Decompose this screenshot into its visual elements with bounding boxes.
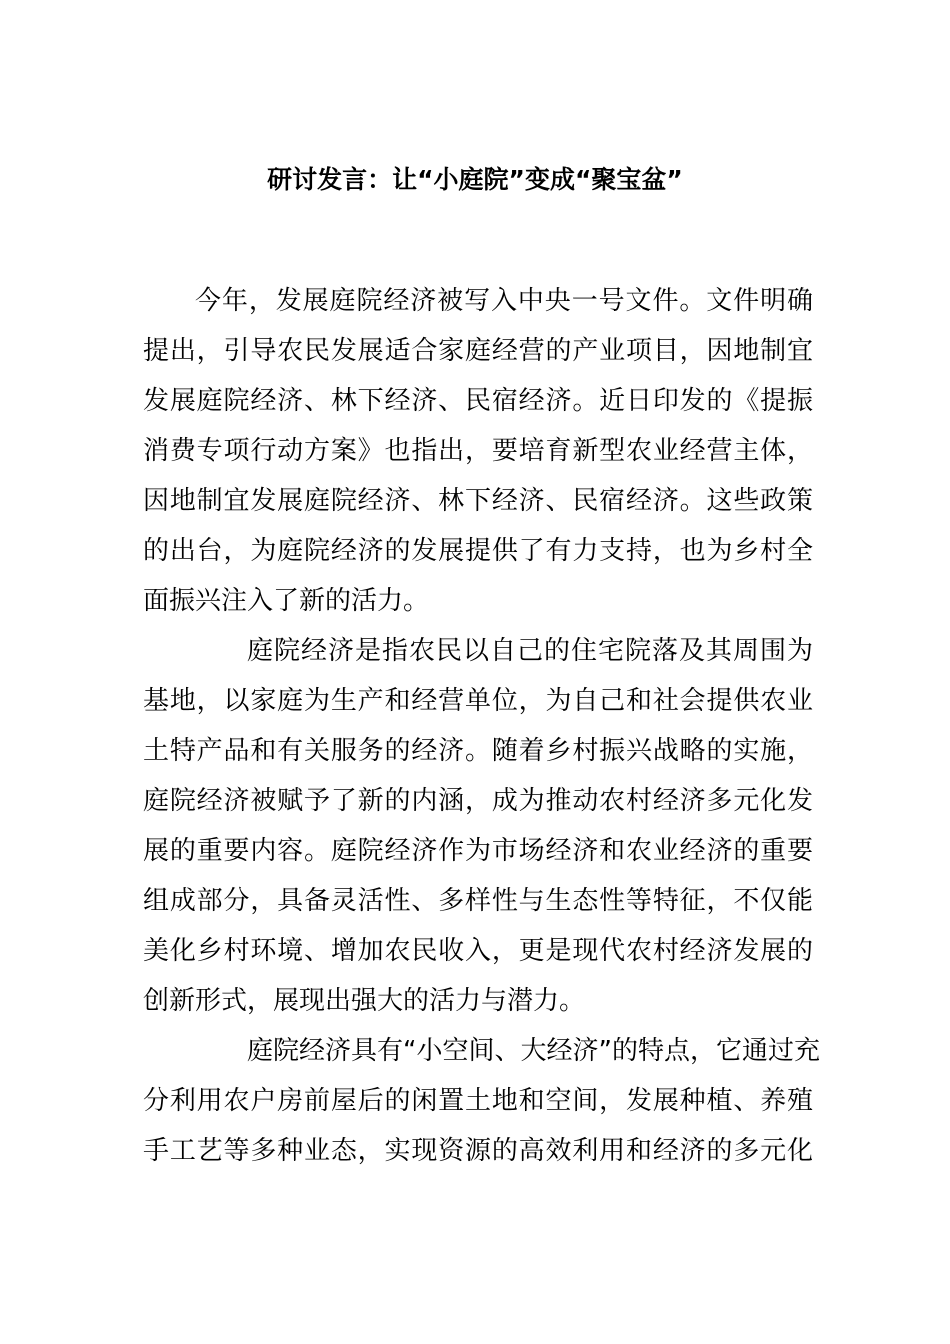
body-line: 今年，发展庭院经济被写入中央一号文件。文件明确 — [195, 286, 813, 316]
body-line: 发展庭院经济、林下经济、民宿经济。近日印发的《提振 — [143, 386, 813, 416]
body-line: 的出台，为庭院经济的发展提供了有力支持，也为乡村全 — [143, 536, 813, 566]
body-line: 美化乡村环境、增加农民收入，更是现代农村经济发展的 — [143, 936, 813, 966]
body-line: 庭院经济具有“小空间、大经济”的特点，它通过充 — [247, 1036, 820, 1066]
body-line: 组成部分，具备灵活性、多样性与生态性等特征，不仅能 — [143, 886, 813, 916]
body-line: 庭院经济是指农民以自己的住宅院落及其周围为 — [247, 636, 813, 666]
document-title: 研讨发言：让“小庭院”变成“聚宝盆” — [267, 165, 683, 194]
body-line: 展的重要内容。庭院经济作为市场经济和农业经济的重要 — [143, 836, 813, 866]
body-line: 土特产品和有关服务的经济。随着乡村振兴战略的实施， — [143, 736, 813, 766]
body-line: 分利用农户房前屋后的闲置土地和空间，发展种植、养殖 — [143, 1086, 813, 1116]
body-line: 因地制宜发展庭院经济、林下经济、民宿经济。这些政策 — [143, 486, 813, 516]
body-line: 消费专项行动方案》也指出，要培育新型农业经营主体， — [143, 436, 813, 466]
body-line: 面振兴注入了新的活力。 — [143, 586, 430, 616]
body-line: 庭院经济被赋予了新的内涵，成为推动农村经济多元化发 — [143, 786, 813, 816]
body-line: 手工艺等多种业态，实现资源的高效利用和经济的多元化 — [143, 1136, 813, 1166]
body-line: 基地，以家庭为生产和经营单位，为自己和社会提供农业 — [143, 686, 813, 716]
body-line: 创新形式，展现出强大的活力与潜力。 — [143, 986, 586, 1016]
body-line: 提出，引导农民发展适合家庭经营的产业项目，因地制宜 — [143, 336, 813, 366]
